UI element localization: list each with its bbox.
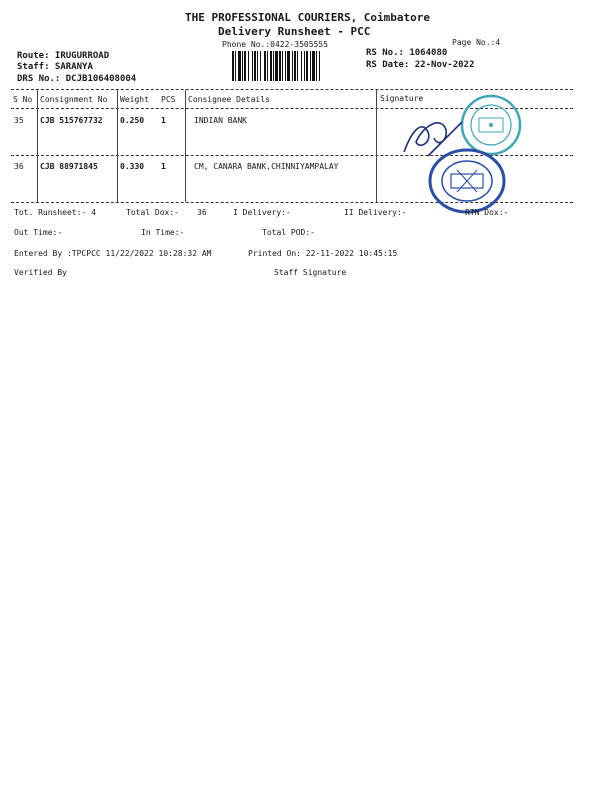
route: Route: IRUGURROAD (17, 51, 110, 61)
entered-by: Entered By :TPCPCC 11/22/2022 10:28:32 AM (14, 249, 212, 258)
table-top-rule (11, 89, 573, 90)
handwritten-signature (398, 112, 470, 162)
in-time: In Time:- (141, 228, 185, 237)
staff-signature: Staff Signature (274, 268, 347, 277)
row-sno: 36 (14, 162, 24, 171)
col-divider (117, 90, 118, 202)
printed-on: Printed On: 22-11-2022 10:45:15 (248, 249, 398, 258)
row-pcs: 1 (161, 116, 166, 125)
ii-delivery: II Delivery:- (344, 208, 407, 217)
rtn-dox: RTN Dox:- (465, 208, 509, 217)
col-header-pcs: PCS (161, 95, 176, 104)
row-weight: 0.250 (120, 116, 145, 125)
total-dox-value: 36 (197, 208, 207, 217)
document-subtitle: Delivery Runsheet - PCC (218, 25, 371, 38)
col-header-consignment: Consignment No (40, 95, 108, 104)
total-dox-label: Total Dox:- (126, 208, 179, 217)
row-pcs: 1 (161, 162, 166, 171)
rs-number: RS No.: 1064080 (366, 48, 448, 58)
total-runsheet: Tot. Runsheet:- 4 (14, 208, 96, 217)
row-consignee: CM, CANARA BANK,CHINNIYAMPALAY (194, 162, 339, 171)
col-header-sno: S No (13, 95, 33, 104)
total-pod: Total POD:- (262, 228, 315, 237)
col-header-weight: Weight (120, 95, 149, 104)
row-weight: 0.330 (120, 162, 145, 171)
out-time: Out Time:- (14, 228, 63, 237)
row-consignee: INDIAN BANK (194, 116, 247, 125)
col-divider (376, 90, 377, 202)
col-divider (185, 90, 186, 202)
verified-by: Verified By (14, 268, 67, 277)
col-header-consignee: Consignee Details (188, 95, 270, 104)
barcode (232, 51, 360, 81)
row-consignment: CJB 515767732 (40, 116, 103, 125)
col-divider (37, 90, 38, 202)
drs-number: DRS No.: DCJB106408004 (17, 74, 137, 84)
row-consignment: CJB 88971845 (40, 162, 98, 171)
col-header-signature: Signature (380, 94, 424, 103)
phone-number: Phone No.:0422-3505555 (222, 40, 328, 49)
company-name: THE PROFESSIONAL COURIERS, Coimbatore (185, 11, 431, 24)
row-sno: 35 (14, 116, 24, 125)
page-number: Page No.:4 (452, 38, 501, 47)
i-delivery: I Delivery:- (233, 208, 291, 217)
staff: Staff: SARANYA (17, 62, 93, 72)
rs-date: RS Date: 22-Nov-2022 (366, 60, 475, 70)
